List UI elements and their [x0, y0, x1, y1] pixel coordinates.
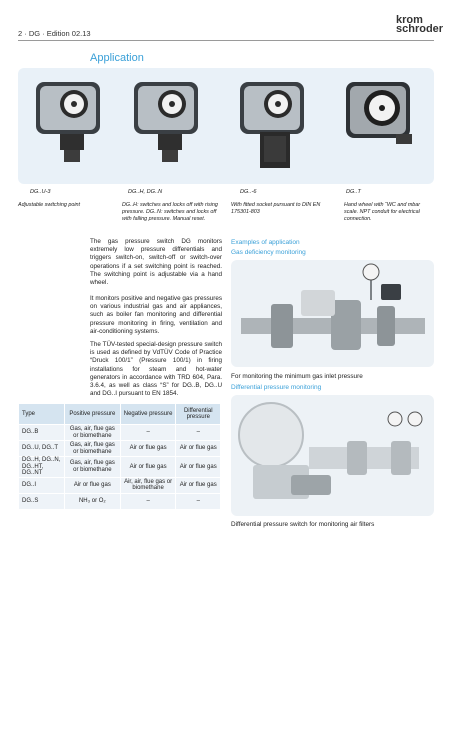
table-row [19, 425, 221, 441]
gas-pipeline-illustration [231, 260, 434, 367]
product-image-dg-t [340, 76, 416, 176]
body-paragraph: The gas pressure switch DG monitors extremely low pressure differentials and triggers switch-on, switch-off or switch-over operations if a set switching point is reached. The switching point is adjustable via a hand wheel. [90, 238, 222, 287]
product-description: Hand wheel with “WC and mbar scale. NPT conduit for electrical connection. [344, 202, 421, 222]
differential-pressure-caption: Differential pressure switch for monitoring air filters [231, 521, 375, 528]
table-cell: Air or flue gas [120, 441, 176, 457]
table-cell: DG..U, DG..T [19, 441, 65, 457]
table-cell: DG..H, DG..N, DG..HT, DG..NT [19, 457, 65, 478]
brand-logo [396, 16, 443, 34]
table-cell: – [120, 425, 176, 441]
product-name: DG..H, DG..N [128, 189, 163, 195]
table-header-row [19, 404, 221, 425]
product-description: Adjustable switching point [18, 202, 81, 208]
product-name: DG..T [346, 189, 361, 195]
table-cell: NH₃ or O₂ [64, 493, 120, 509]
table-cell: Air or flue gas [176, 477, 221, 493]
product-image-dg-6 [234, 76, 310, 176]
table-row [19, 477, 221, 493]
table-cell: Air, air, flue gas or biomethane [120, 477, 176, 493]
table-cell: Air or flue gas [64, 477, 120, 493]
gas-deficiency-illustration [231, 260, 434, 367]
product-description: With fitted socket pursuant to DIN EN 175301-803 [231, 202, 321, 215]
differential-pressure-illustration [231, 395, 434, 516]
table-header-type: Type [19, 404, 65, 425]
table-cell: Air or flue gas [176, 441, 221, 457]
table-cell: Air or flue gas [120, 457, 176, 478]
table-cell: – [176, 425, 221, 441]
table-row [19, 457, 221, 478]
product-description: DG..H: switches and locks off with rising pressure. DG..N: switches and locks off with falling pressure. Manual reset. [122, 202, 218, 222]
logo-line-2: schroder [396, 23, 444, 35]
differential-pressure-heading: Differential pressure monitoring [231, 384, 322, 391]
examples-heading: Examples of application [231, 239, 300, 246]
gas-deficiency-caption: For monitoring the minimum gas inlet pressure [231, 373, 363, 380]
product-name: DG..-6 [240, 189, 257, 195]
table-cell: DG..I [19, 477, 65, 493]
table-cell: Gas, air, flue gas or biomethane [64, 441, 120, 457]
product-image-dg-h-n [128, 76, 204, 176]
product-name: DG..U-3 [30, 189, 51, 195]
header-divider [18, 40, 434, 41]
table-header-negative: Negative pressure [120, 404, 176, 425]
table-row [19, 441, 221, 457]
table-cell: Gas, air, flue gas or biomethane [64, 457, 120, 478]
table-cell: Air or flue gas [176, 457, 221, 478]
product-image-dg-u3 [30, 76, 106, 176]
logo-line-1: krom [396, 14, 423, 26]
table-row [19, 493, 221, 509]
table-cell: – [176, 493, 221, 509]
table-header-differential: Differential pressure [176, 404, 221, 425]
body-paragraph: It monitors positive and negative gas pressures on various industrial gas and air appliances, such as boiler fan monitoring and differential pressure monitoring in firing, ventilation and air-conditioning systems. [90, 295, 222, 335]
section-title: Application [90, 52, 144, 64]
table-cell: – [120, 493, 176, 509]
application-table [18, 403, 221, 510]
body-paragraph: The TÜV-tested special-design pressure switch is used as defined by VdTÜV Code of Practice “Druck 100/1” (Pressure 100/1) in firing installations for steam and hot-water generators in accordance with TRD 604, Para. 3.6.4, as well as class “S” for DG..B, DG..U and DG..I pursuant to EN 1854. [90, 341, 222, 398]
table-cell: Gas, air, flue gas or biomethane [64, 425, 120, 441]
fan-and-duct-illustration [231, 395, 434, 516]
table-cell: DG..B [19, 425, 65, 441]
page-header-text: 2 · DG · Edition 02.13 [18, 29, 91, 38]
table-cell: DG..S [19, 493, 65, 509]
gas-deficiency-heading: Gas deficiency monitoring [231, 249, 306, 256]
table-header-positive: Positive pressure [64, 404, 120, 425]
